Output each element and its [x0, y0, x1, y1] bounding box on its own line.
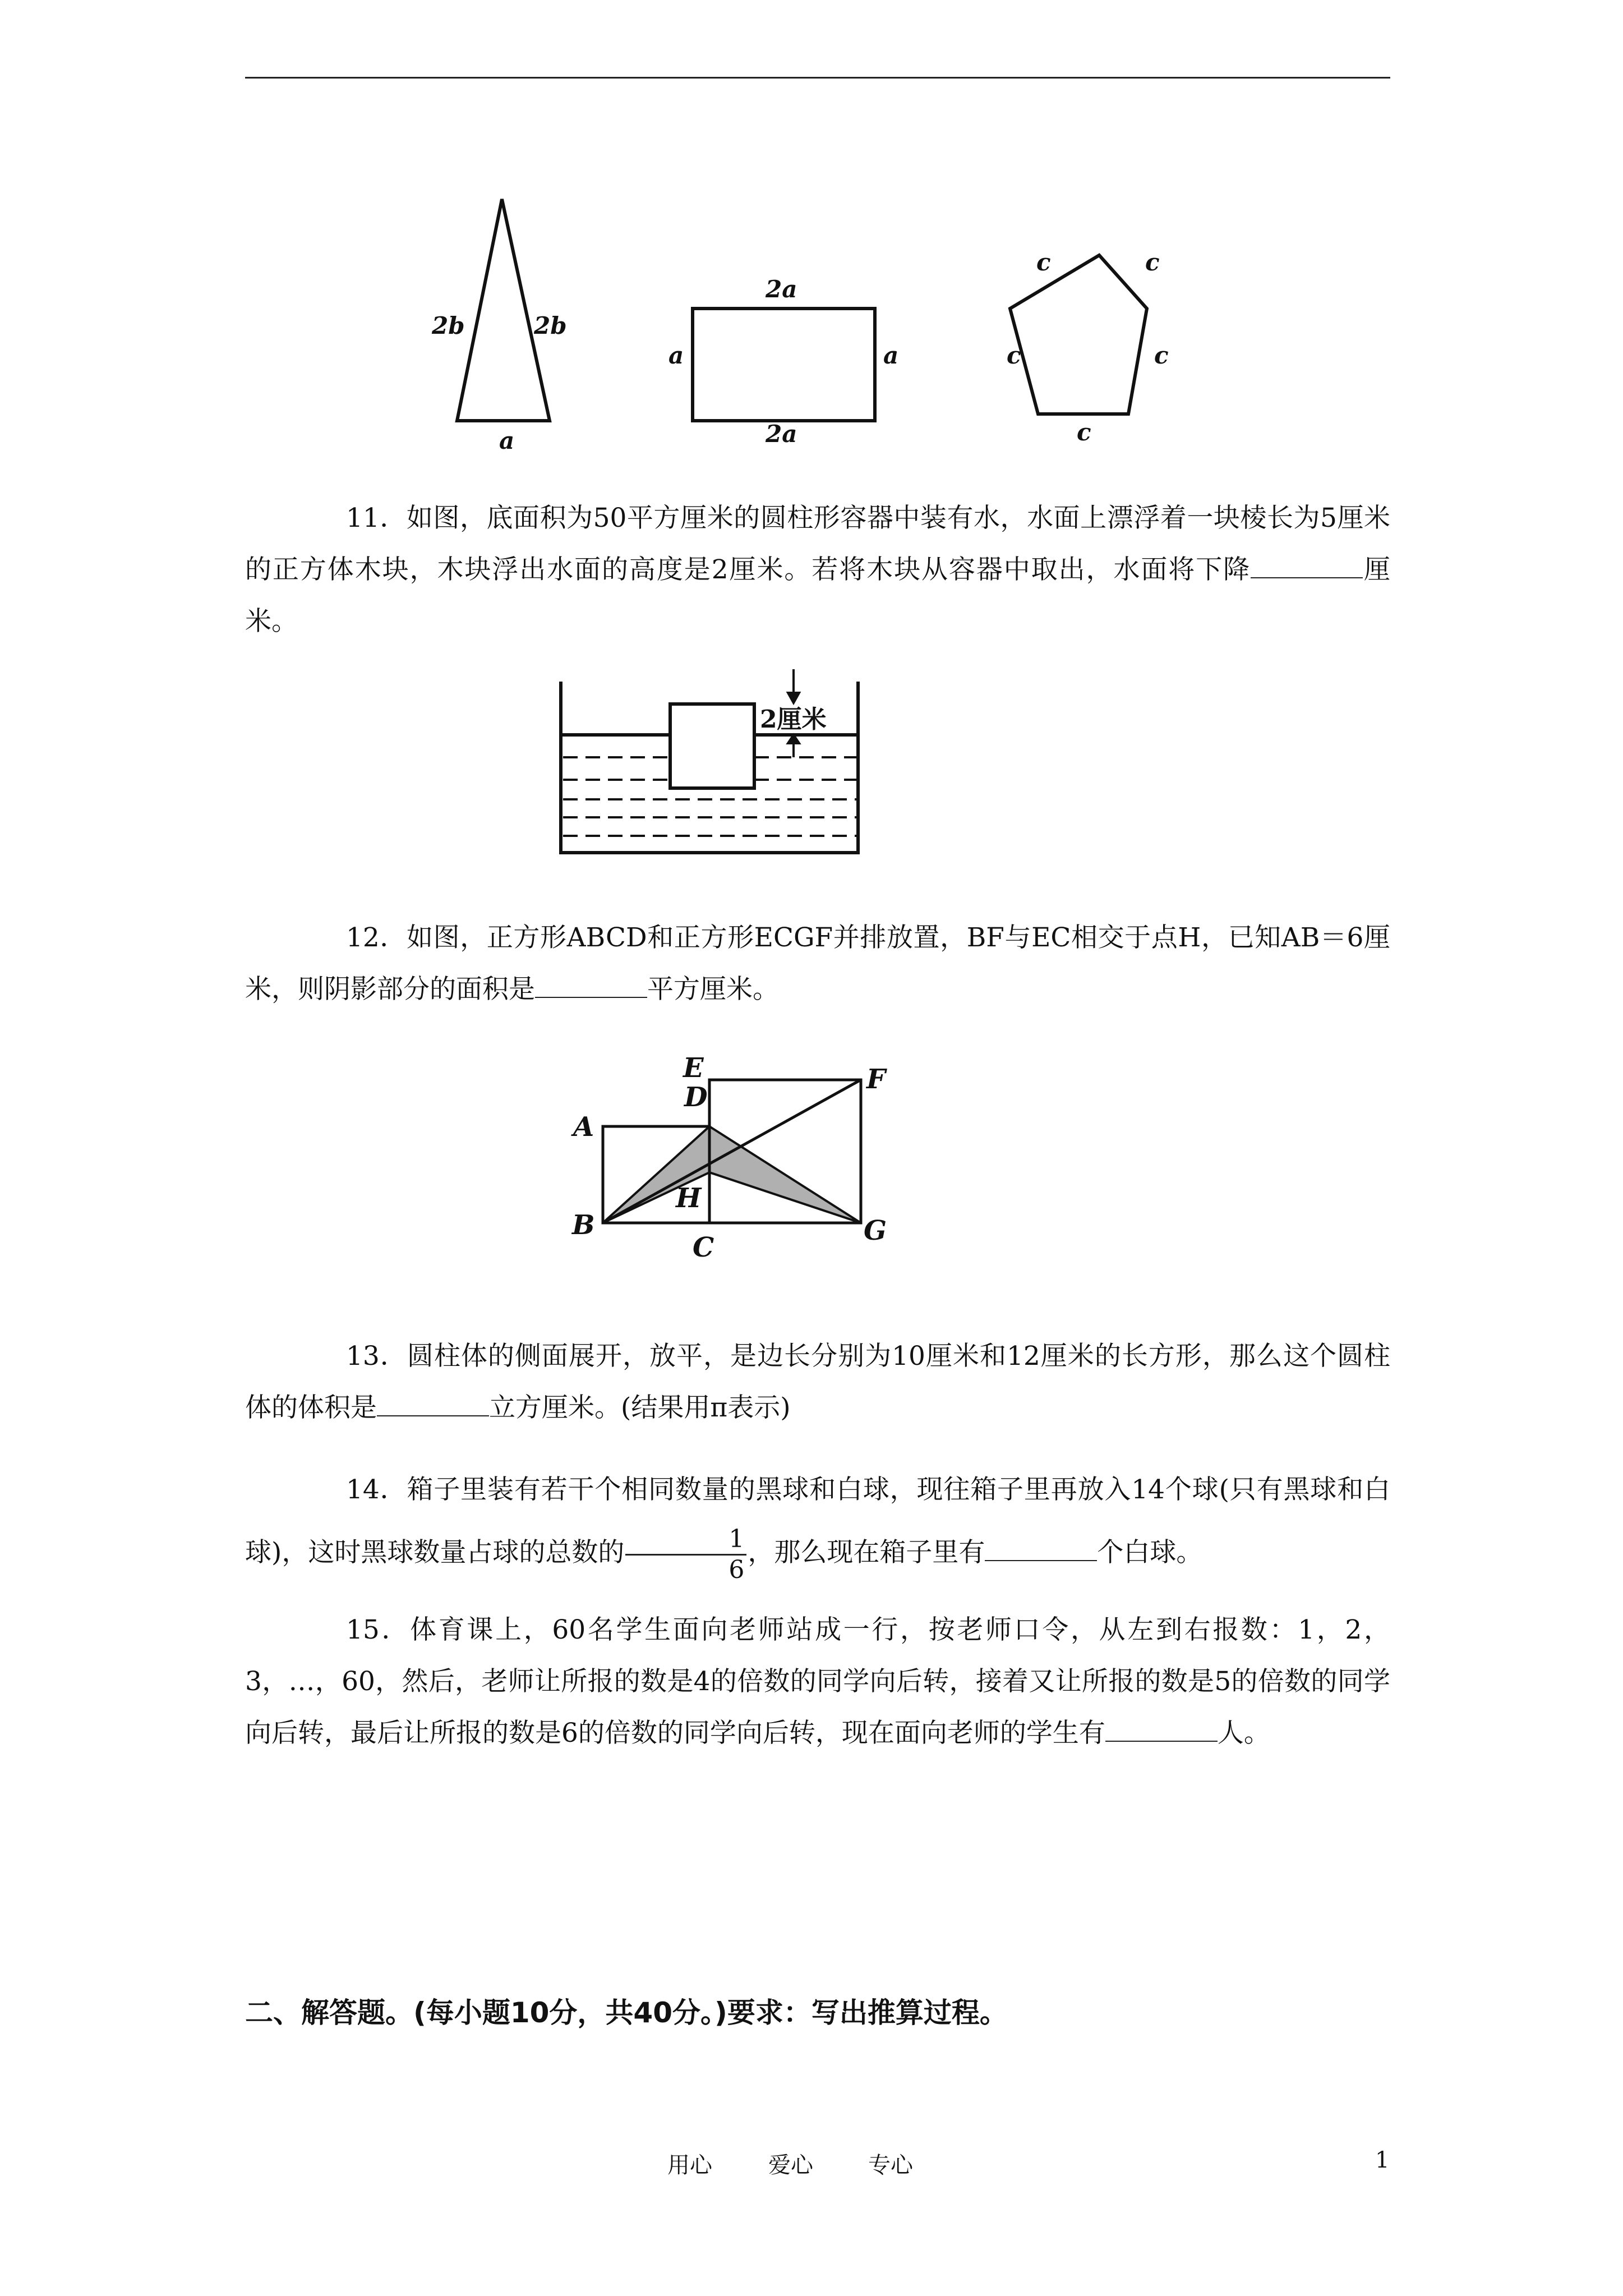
footer-text: 爱心: [768, 2152, 813, 2178]
section-title: 二、解答题。(每小题10分，共40分。)要求：写出推算过程。: [245, 1996, 1008, 2029]
question-13: 13．圆柱体的侧面展开，放平，是边长分别为10厘米和12厘米的长方形，那么这个圆柱体的体积是 立方厘米。(结果用π表示): [245, 1341, 1390, 1423]
shapes-figure: [415, 191, 1223, 471]
answer-blank[interactable]: [1105, 1718, 1218, 1742]
answer-blank[interactable]: [535, 974, 647, 998]
footer-text: 专心: [868, 2152, 913, 2178]
shaded-triangle-right: [709, 1126, 861, 1223]
rect-right-label: a: [883, 342, 899, 369]
regular-pentagon: [1010, 255, 1147, 414]
point-label: D: [684, 1082, 708, 1113]
pentagon-label: c: [1036, 249, 1051, 276]
point-label: E: [683, 1055, 704, 1084]
point-label: G: [864, 1215, 887, 1246]
answer-blank[interactable]: [377, 1393, 489, 1416]
answer-blank[interactable]: [985, 1538, 1097, 1561]
point-label: A: [573, 1111, 594, 1143]
triangle-left-label: 2b: [432, 312, 465, 339]
height-label: 2厘米: [760, 705, 827, 734]
point-label: F: [866, 1064, 886, 1095]
isosceles-triangle: [457, 199, 550, 421]
question-14: 14．箱子里装有若干个相同数量的黑球和白球，现往箱子里再放入14个球(只有黑球和白球)，这时黑球数量占球的总数的 $\frac{1}{6}$ ，那么现在箱子里有 个白球。: [245, 1474, 1390, 1584]
pentagon-label: c: [1007, 342, 1021, 369]
triangle-right-label: 2b: [534, 312, 567, 339]
page-number: 1: [1375, 2147, 1390, 2173]
point-label: C: [693, 1232, 714, 1263]
pentagon-label: c: [1154, 342, 1169, 369]
triangle-base-label: a: [499, 427, 515, 454]
pentagon-label: c: [1145, 249, 1160, 276]
question-12: 12．如图，正方形ABCD和正方形ECGF并排放置，BF与EC相交于点H，已知AB＝6厘米，则阴影部分的面积是 平方厘米。: [245, 922, 1390, 1005]
squares-figure: [566, 1055, 914, 1279]
point-label: H: [676, 1182, 702, 1214]
pentagon-label: c: [1077, 418, 1091, 446]
point-label: B: [572, 1209, 595, 1241]
question-15: 15．体育课上，60名学生面向老师站成一行，按老师口令，从左到右报数：1，2，3，…，60，然后，老师让所报的数是4的倍数的同学向后转，接着又让所报的数是5的倍数的同学向后转，最后让所报的数是6的倍数的同学向后转，现在面向老师的学生有 人。: [245, 1614, 1390, 1749]
fraction: $\frac{1}{6}$: [625, 1525, 746, 1585]
rectangle: [693, 309, 875, 421]
rect-top-label: 2a: [766, 275, 797, 303]
rect-left-label: a: [668, 342, 684, 369]
container-figure: [555, 665, 880, 861]
rect-bottom-label: 2a: [766, 420, 797, 448]
answer-blank[interactable]: [1251, 555, 1363, 578]
floating-block: [670, 704, 754, 788]
footer-text: 用心: [667, 2152, 712, 2178]
question-11: 11．如图，底面积为50平方厘米的圆柱形容器中装有水，水面上漂浮着一块棱长为5厘米的正方体木块，木块浮出水面的高度是2厘米。若将木块从容器中取出，水面将下降 厘米。: [245, 503, 1391, 637]
header-rule: [245, 77, 1390, 79]
